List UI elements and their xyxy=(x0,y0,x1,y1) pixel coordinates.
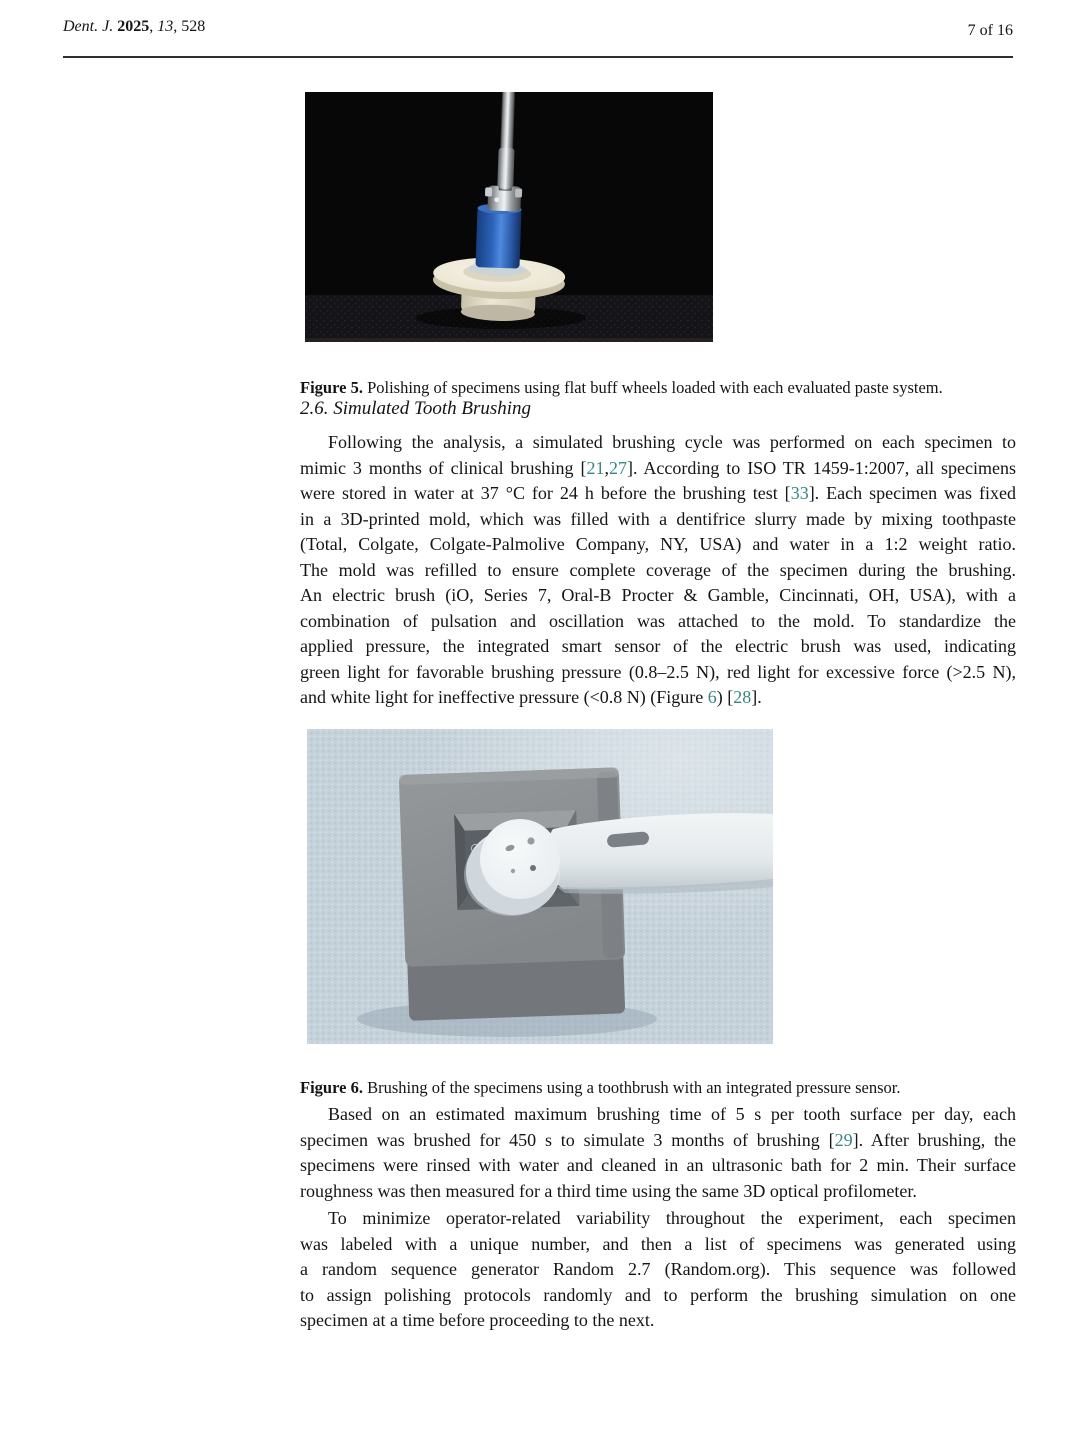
page-number: 7 of 16 xyxy=(967,22,1013,39)
text-line: mimic 3 months of clinical brushing [21,27]. According to ISO TR 1459-1:2007, all specimens xyxy=(300,457,1016,478)
text-line: specimen at a time before proceeding to the next. xyxy=(300,1310,655,1330)
text-line: were stored in water at 37 °C for 24 h before the brushing test [33]. Each specimen was fixed xyxy=(300,483,1016,503)
figure6-photo xyxy=(307,729,773,1044)
paragraph-randomization xyxy=(300,1206,1016,1334)
citation-link[interactable]: 21 xyxy=(586,457,605,478)
figure6-brushing-image xyxy=(307,729,773,1044)
citation-link[interactable]: 6 xyxy=(707,687,717,707)
text-line: Based on an estimated maximum brushing time of 5 s per tooth surface per day, each xyxy=(328,1104,1016,1124)
toothbrush-neck xyxy=(548,813,773,889)
journal-reference-part: 13 xyxy=(157,18,174,35)
figure5-polishing-image xyxy=(305,92,713,342)
text-line: roughness was then measured for a third time using the same 3D optical profilometer. xyxy=(300,1180,917,1201)
text-line: and white light for ineffective pressure (<0.8 N) (Figure 6) [28]. xyxy=(300,687,762,707)
journal-reference-part: , 528 xyxy=(173,18,206,35)
text-line: specimens were rinsed with water and cleaned in an ultrasonic bath for 2 min. Their surface xyxy=(300,1155,1016,1175)
text-line: An electric brush (iO, Series 7, Oral-B Procter & Gamble, Cincinnati, OH, USA), with a xyxy=(300,585,1016,605)
figure6-caption xyxy=(300,1077,1016,1099)
text-line: in a 3D-printed mold, which was filled with a dentifrice slurry made by mixing toothpaste xyxy=(300,508,1016,529)
citation-link[interactable]: 29 xyxy=(834,1129,853,1150)
brush-head xyxy=(480,819,560,899)
citation-link[interactable]: 33 xyxy=(790,483,809,503)
journal-reference xyxy=(63,18,205,36)
text-line: The mold was refilled to ensure complete coverage of the specimen during the brushing. xyxy=(300,559,1016,580)
text-line: (Total, Colgate, Colgate-Palmolive Company, NY, USA) and water in a 1:2 weight ratio. xyxy=(300,534,1016,554)
caption-label: Figure 5. xyxy=(300,377,363,397)
journal-reference-part: , xyxy=(149,18,158,35)
text-line: combination of pulsation and oscillation was attached to the mold. To standardize the xyxy=(300,610,1016,631)
figure5-caption xyxy=(300,377,1016,399)
text-line: To minimize operator-related variability throughout the experiment, each specimen xyxy=(328,1208,1016,1228)
caption-text: Polishing of specimens using flat buff wheels loaded with each evaluated paste system. xyxy=(367,377,943,397)
header-rule xyxy=(63,56,1013,58)
text-line: a random sequence generator Random 2.7 (Random.org). This sequence was followed xyxy=(300,1259,1016,1279)
text-line: applied pressure, the integrated smart sensor of the electric brush was used, indicating xyxy=(300,636,1016,656)
paragraph-brushing-protocol xyxy=(300,430,1016,711)
section-heading: 2.6. Simulated Tooth Brushing xyxy=(300,398,532,419)
caption-text: Brushing of the specimens using a toothbrush with an integrated pressure sensor. xyxy=(367,1077,901,1097)
text-line: Following the analysis, a simulated brushing cycle was performed on each specimen to xyxy=(328,432,1016,452)
text-line: was labeled with a unique number, and then a list of specimens was generated using xyxy=(300,1233,1016,1254)
journal-reference-part: Dent. J. xyxy=(63,18,118,35)
text-line: green light for favorable brushing pressure (0.8–2.5 N), red light for excessive force (>2.5 N), xyxy=(300,661,1016,682)
caption-label: Figure 6. xyxy=(300,1077,363,1097)
figure5-photo xyxy=(305,92,713,342)
text-line: specimen was brushed for 450 s to simulate 3 months of brushing [29]. After brushing, the xyxy=(300,1129,1016,1150)
journal-reference-part: 2025 xyxy=(117,18,150,35)
text-line: to assign polishing protocols randomly and to perform the brushing simulation on one xyxy=(300,1284,1016,1305)
citation-link[interactable]: 28 xyxy=(733,687,752,707)
citation-link[interactable]: 27 xyxy=(608,457,627,478)
paragraph-brushing-duration xyxy=(300,1102,1016,1204)
